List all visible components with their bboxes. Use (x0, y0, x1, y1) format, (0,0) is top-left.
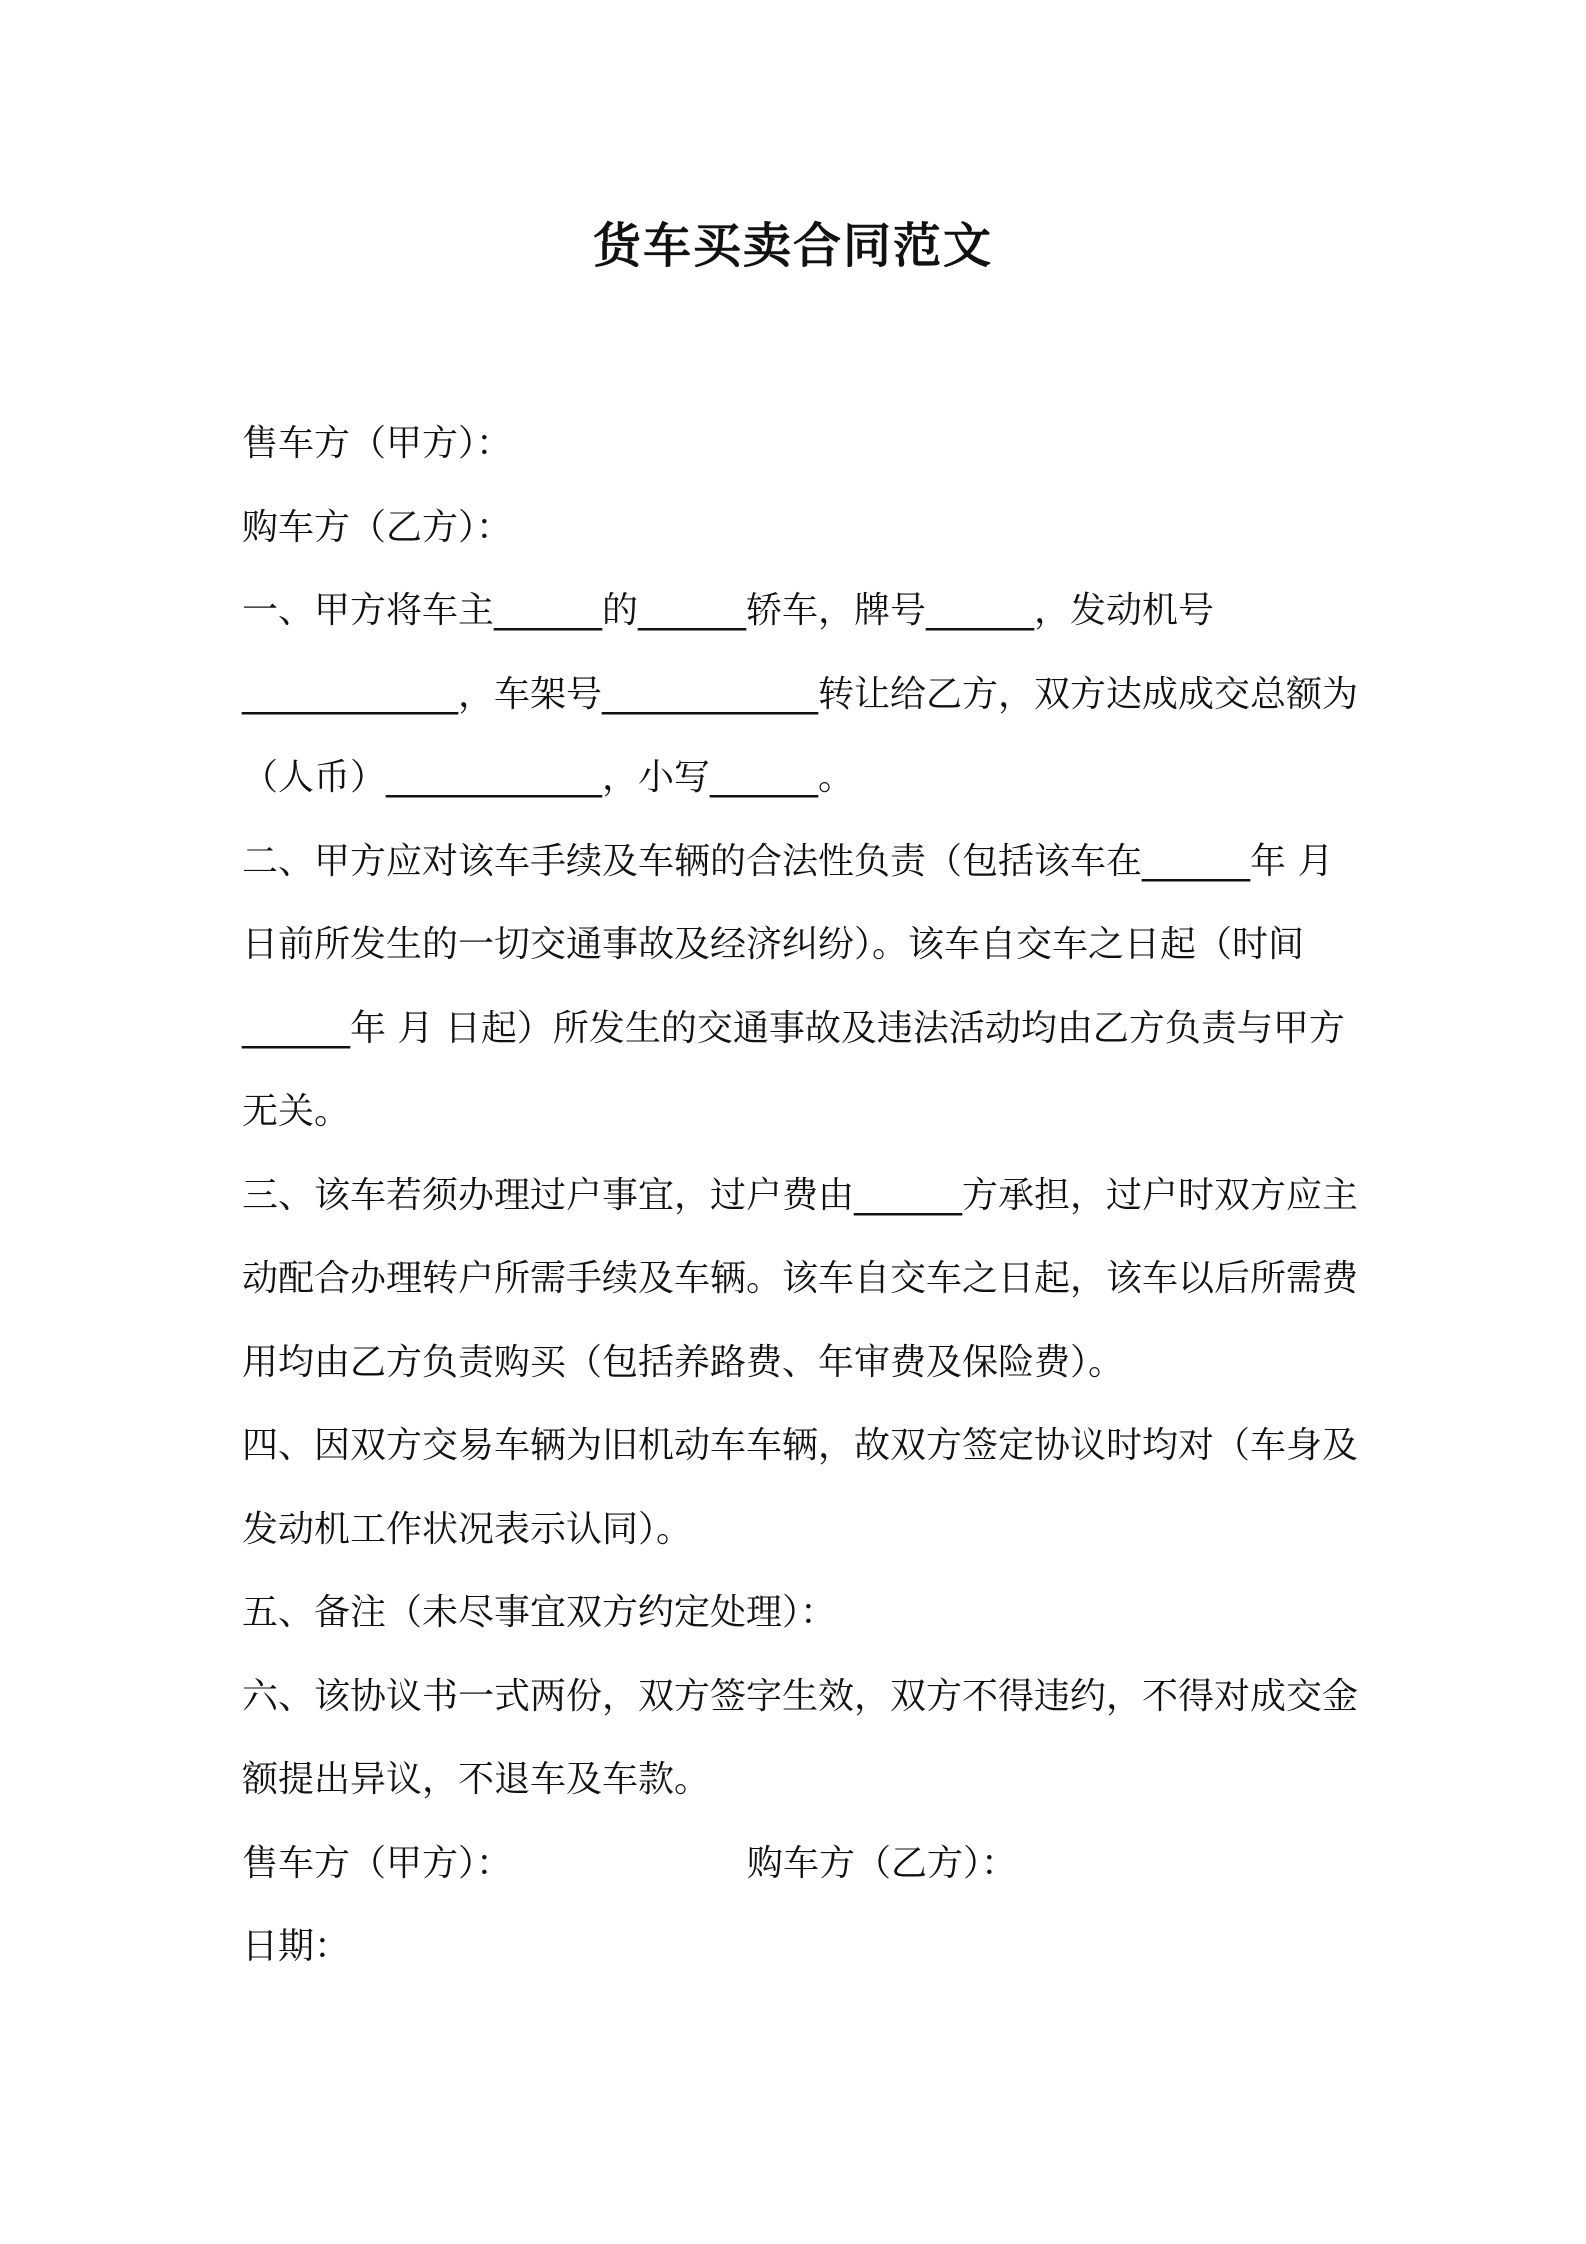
clause-6: 六、该协议书一式两份，双方签字生效，双方不得违约，不得对成交金额提出异议，不退车及车款。 (242, 1675, 1359, 1800)
document-title: 货车买卖合同范文 (592, 218, 993, 274)
buyer-signature-label: 购车方（乙方）： (747, 1842, 1018, 1884)
buyer-party-line: 购车方（乙方）： (242, 506, 513, 548)
clause-5: 五、备注（未尽事宜双方约定处理）： (242, 1592, 837, 1633)
clause-2: 二、甲方应对该车手续及车辆的合法性负责（包括该车在______年 月 日前所发生的一切交通事故及经济纠纷）。该车自交车之日起（时间______年 月 日起）所发生的交通事故及违法活动均由乙方负责与甲方无关。 (242, 840, 1345, 1132)
seller-party-line: 售车方（甲方）： (242, 423, 513, 464)
clause-1: 一、甲方将车主______的______轿车，牌号______，发动机号____________，车架号____________转让给乙方，双方达成成交总额为（人币）____________，小写______。 (242, 590, 1359, 798)
contract-body (242, 402, 1362, 1989)
seller-signature-label: 售车方（甲方）： (242, 1842, 513, 1884)
clause-4: 四、因双方交易车辆为旧机动车车辆，故双方签定协议时均对（车身及发动机工作状况表示认同）。 (242, 1425, 1359, 1550)
signature-row (242, 1822, 1362, 1906)
clause-3: 三、该车若须办理过户事宜，过户费由______方承担，过户时双方应主动配合办理转户所需手续及车辆。该车自交车之日起，该车以后所需费用均由乙方负责购买（包括养路费、年审费及保险费）。 (242, 1174, 1359, 1383)
date-label: 日期： (242, 1926, 351, 1967)
